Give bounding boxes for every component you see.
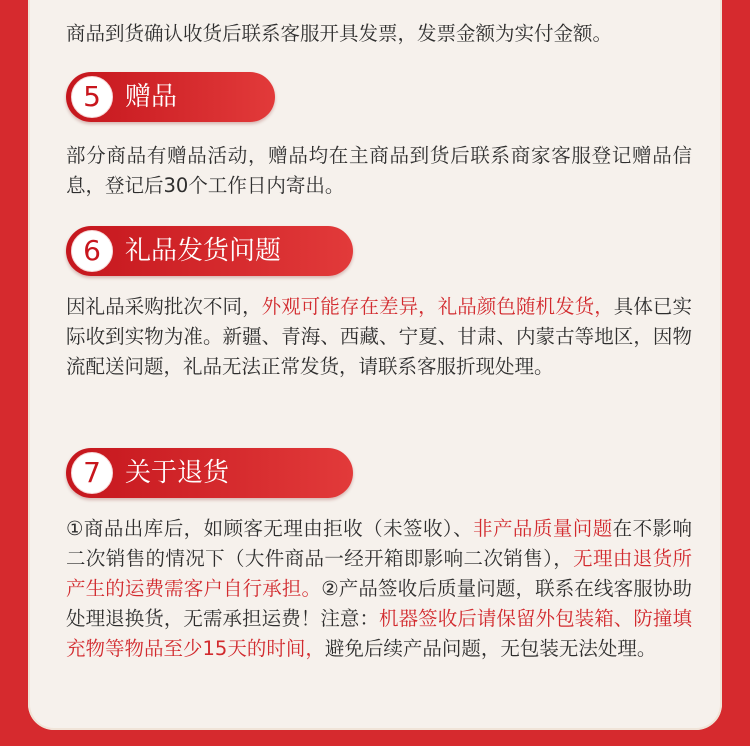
highlight-text: 外观可能存在差异，礼品颜色随机发货， bbox=[261, 295, 614, 318]
gift-shipping-paragraph bbox=[66, 292, 692, 382]
text-segment: 避免后续产品问题，无包装无法处理。 bbox=[324, 637, 657, 660]
returns-paragraph bbox=[66, 514, 692, 664]
section-header-gift-shipping bbox=[66, 226, 353, 276]
section-header-returns bbox=[66, 448, 353, 498]
section-number-badge: 7 bbox=[71, 452, 113, 494]
section-number-badge: 5 bbox=[71, 76, 113, 118]
text-segment: 部分商品有赠品活动，赠品均在主商品到货后联系商家客服登记赠品信息，登记后30个工作日内寄出。 bbox=[66, 144, 692, 197]
text-segment: ②产品签收后质量问题，联系在线客服协助处理退换货，无需承担运费！注意： bbox=[66, 577, 692, 630]
text-segment: 具体已实际收到实物为准。新疆、青海、西藏、宁夏、甘肃、内蒙古等地区，因物流配送问题，礼品无法正常发货，请联系客服折现处理。 bbox=[66, 295, 692, 378]
invoice-paragraph bbox=[66, 19, 692, 49]
text-segment: 商品到货确认收货后联系客服开具发票，发票金额为实付金额。 bbox=[66, 22, 613, 45]
section-title: 礼品发货问题 bbox=[125, 236, 282, 266]
text-segment: 在不影响二次销售的情况下（大件商品一经开箱即影响二次销售）， bbox=[66, 517, 692, 570]
gift-paragraph bbox=[66, 141, 692, 201]
section-header-gift bbox=[66, 72, 275, 122]
section-title: 赠品 bbox=[125, 82, 178, 112]
text-segment: ①商品出库后，如顾客无理由拒收（未签收）、 bbox=[66, 517, 474, 540]
section-title: 关于退货 bbox=[125, 458, 230, 488]
highlight-text: 机器签收后请保留外包装箱、防撞填充物等物品至少15天的时间， bbox=[66, 607, 692, 660]
section-number-badge: 6 bbox=[71, 230, 113, 272]
text-segment: 因礼品采购批次不同， bbox=[66, 295, 262, 318]
highlight-text: 非产品质量问题 bbox=[473, 517, 613, 540]
highlight-text: 无理由退货所产生的运费需客户自行承担。 bbox=[66, 547, 692, 600]
